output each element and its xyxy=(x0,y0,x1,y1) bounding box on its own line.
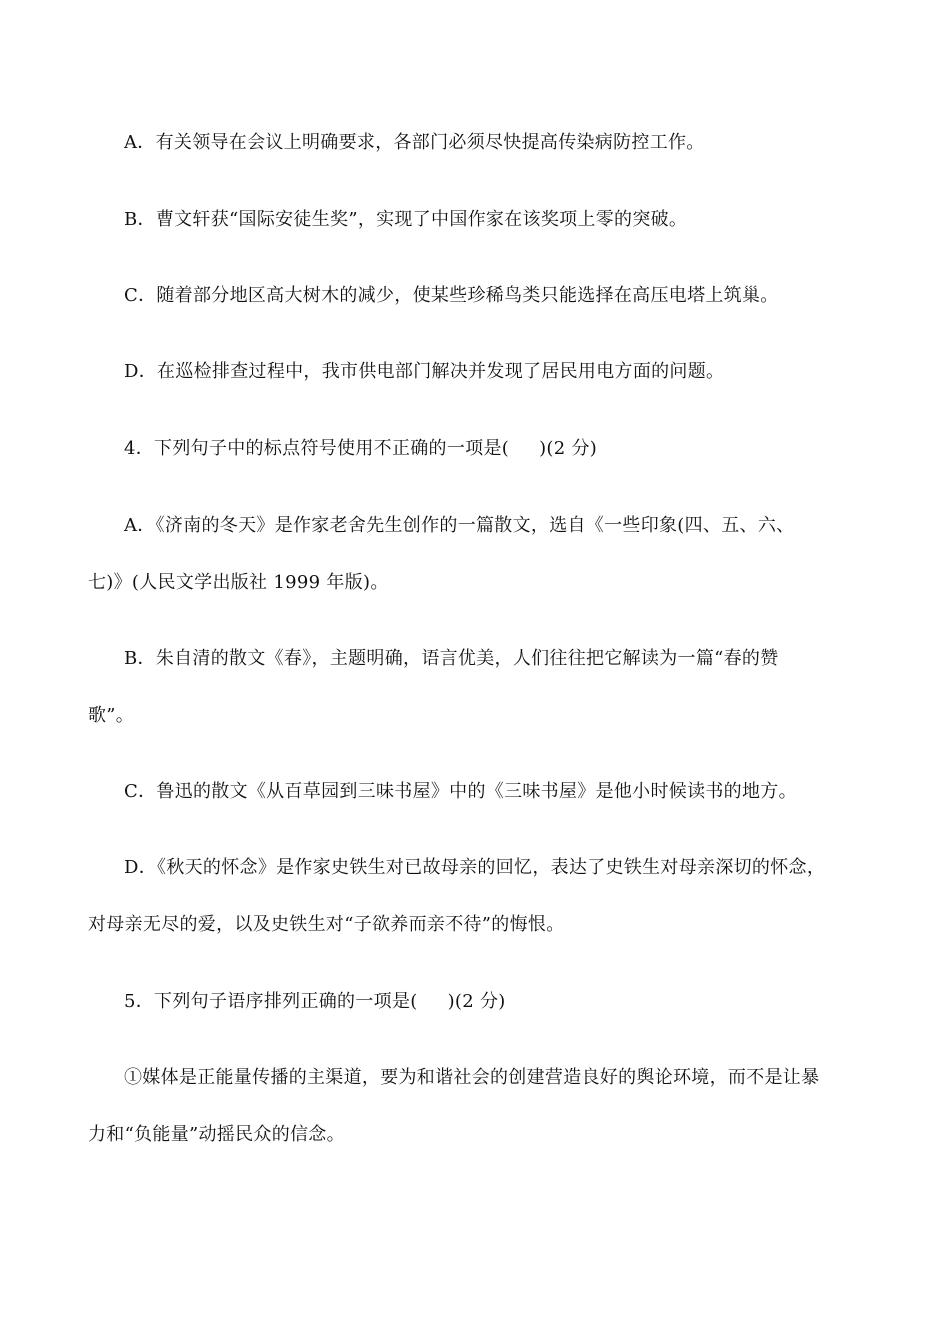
q5-stem xyxy=(124,990,506,1014)
q3-option-a: A．有关领导在会议上明确要求，各部门必须尽快提高传染病防控工作。 xyxy=(124,132,705,153)
q4-option-d-line1: D．《秋天的怀念》是作家史铁生对已故母亲的回忆，表达了史铁生对母亲深切的怀念， xyxy=(124,857,826,878)
q4-option-a-line1: A．《济南的冬天》是作家老舍先生创作的一篇散文，选自《一些印象(四、五、六、 xyxy=(124,515,795,536)
q4-option-d-line2: 对母亲无尽的爱，以及史铁生对“子欲养而亲不待”的悔恨。 xyxy=(88,914,565,935)
q3-option-d: D．在巡检排查过程中，我市供电部门解决并发现了居民用电方面的问题。 xyxy=(124,361,725,382)
q5-sentence1-line2: 力和“负能量”动摇民众的信念。 xyxy=(88,1124,345,1145)
q4-stem-text: 4．下列句子中的标点符号使用不正确的一项是( xyxy=(124,438,510,459)
q4-option-b-line2: 歌”。 xyxy=(88,705,135,726)
q4-stem xyxy=(124,437,597,461)
q5-stem-text: 5．下列句子语序排列正确的一项是( xyxy=(124,991,418,1012)
q4-stem-score: )(2 分) xyxy=(539,438,598,459)
q4-option-a-line2: 七)》(人民文学出版社 1999 年版)。 xyxy=(88,572,389,593)
q5-stem-score: )(2 分) xyxy=(447,991,506,1012)
q4-option-b-line1: B．朱自清的散文《春》，主题明确，语言优美，人们往往把它解读为一篇“春的赞 xyxy=(124,648,779,669)
q3-option-c: C．随着部分地区高大树木的减少，使某些珍稀鸟类只能选择在高压电塔上筑巢。 xyxy=(124,285,779,306)
q3-option-b: B．曹文轩获“国际安徒生奖”，实现了中国作家在该奖项上零的突破。 xyxy=(124,209,688,230)
q5-sentence1-line1: ①媒体是正能量传播的主渠道，要为和谐社会的创建营造良好的舆论环境，而不是让暴 xyxy=(124,1067,820,1088)
q4-option-c: C．鲁迅的散文《从百草园到三味书屋》中的《三味书屋》是他小时候读书的地方。 xyxy=(124,781,797,802)
